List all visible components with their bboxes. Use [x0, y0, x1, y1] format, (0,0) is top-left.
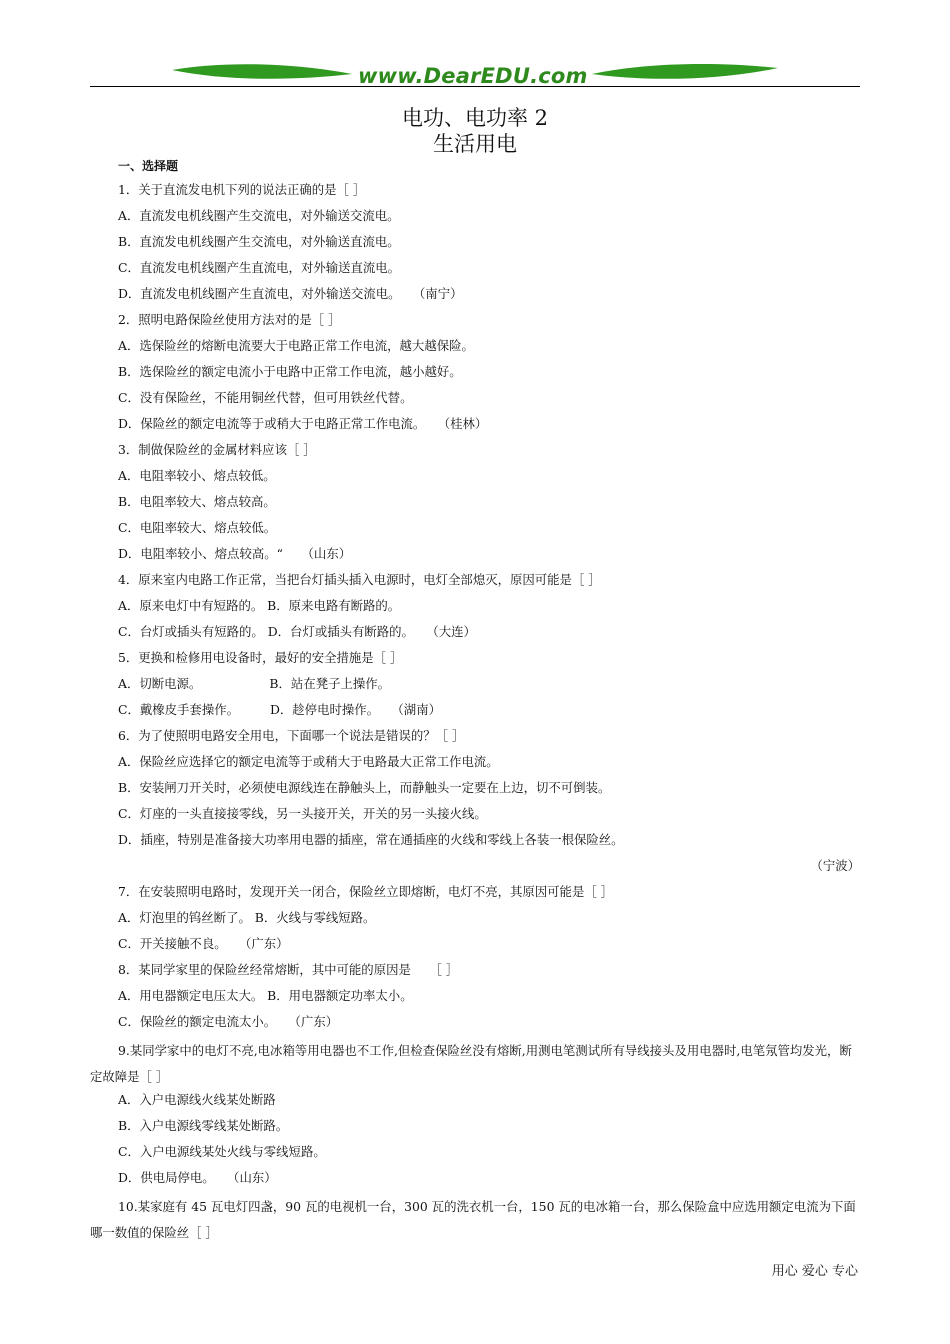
text-line: 1．关于直流发电机下列的说法正确的是［ ］	[118, 182, 366, 197]
text-line: A．用电器额定电压太大。 B．用电器额定功率太小。	[118, 988, 413, 1003]
site-logo-text: www.DearEDU.com	[358, 64, 588, 88]
page-subtitle: 生活用电	[433, 132, 517, 156]
text-line: D．供电局停电。 （山东）	[118, 1170, 277, 1185]
text-line: A．保险丝应选择它的额定电流等于或稍大于电路最大正常工作电流。	[118, 754, 499, 769]
text-line: A．入户电源线火线某处断路	[118, 1092, 276, 1107]
text-line: C．没有保险丝，不能用铜丝代替，但可用铁丝代替。	[118, 390, 413, 405]
text-line: C．电阻率较大、熔点较低。	[118, 520, 277, 535]
question-list	[90, 180, 860, 1246]
text-line: B．直流发电机线圈产生交流电，对外输送直流电。	[118, 234, 400, 249]
text-line: 7．在安装照明电路时，发现开关一闭合，保险丝立即熔断，电灯不亮，其原因可能是［ ］	[118, 884, 614, 899]
page-footer: 用心 爱心 专心	[771, 1264, 858, 1279]
section-heading: 一、选择题	[118, 159, 179, 173]
text-line: 3．制做保险丝的金属材料应该［ ］	[118, 442, 316, 457]
source-note: （宁波）	[810, 858, 860, 873]
text-line: 5．更换和检修用电设备时，最好的安全措施是［ ］	[118, 650, 403, 665]
page-title: 电功、电功率 2	[401, 106, 549, 130]
text-line: A．电阻率较小、熔点较低。	[118, 468, 276, 483]
text-line: A．切断电源。 B．站在凳子上操作。	[118, 676, 391, 691]
text-line: C．直流发电机线圈产生直流电，对外输送直流电。	[118, 260, 401, 275]
text-line: D．直流发电机线圈产生直流电，对外输送交流电。 （南宁）	[118, 286, 463, 301]
text-line: 8．某同学家里的保险丝经常熔断，其中可能的原因是 ［ ］	[118, 962, 459, 977]
text-line: A．原来电灯中有短路的。 B．原来电路有断路的。	[118, 598, 401, 613]
text-line: D．保险丝的额定电流等于或稍大于电路正常工作电流。 （桂林）	[118, 416, 488, 431]
text-line: C．台灯或插头有短路的。 D．台灯或插头有断路的。 （大连）	[118, 624, 476, 639]
text-line: A．直流发电机线圈产生交流电，对外输送交流电。	[118, 208, 400, 223]
text-line: C．灯座的一头直接接零线，另一头接开关，开关的另一头接火线。	[118, 806, 487, 821]
text-line: B．安装闸刀开关时，必须使电源线连在静触头上，而静触头一定要在上边，切不可倒装。	[118, 780, 611, 795]
text-line: B．入户电源线零线某处断路。	[118, 1118, 289, 1133]
question-10: 10.某家庭有 45 瓦电灯四盏，90 瓦的电视机一台，300 瓦的洗衣机一台，150 瓦的电冰箱一台，那么保险盒中应选用额定电流为下面哪一数值的保险丝［ ］	[90, 1199, 856, 1240]
text-line: B．选保险丝的额定电流小于电路中正常工作电流，越小越好。	[118, 364, 462, 379]
text-line: 6．为了使照明电路安全用电，下面哪一个说法是错误的？［ ］	[118, 728, 465, 743]
text-line: D．电阻率较小、熔点较高。“ （山东）	[118, 546, 352, 561]
text-line: C．开关接触不良。 （广东）	[118, 936, 289, 951]
text-line: B．电阻率较大、熔点较高。	[118, 494, 276, 509]
text-line: 4．原来室内电路工作正常，当把台灯插头插入电源时，电灯全部熄灭，原因可能是［ ］	[118, 572, 601, 587]
text-line: C．戴橡皮手套操作。 D．趁停电时操作。 （湖南）	[118, 702, 441, 717]
text-line: C．保险丝的额定电流太小。 （广东）	[118, 1014, 339, 1029]
text-line: A．灯泡里的钨丝断了。 B．火线与零线短路。	[118, 910, 376, 925]
text-line: D．插座，特别是准备接大功率用电器的插座，常在通插座的火线和零线上各装一根保险丝。	[118, 832, 624, 847]
text-line: C．入户电源线某处火线与零线短路。	[118, 1144, 326, 1159]
text-line: 2．照明电路保险丝使用方法对的是［ ］	[118, 312, 341, 327]
text-line: A．选保险丝的熔断电流要大于电路正常工作电流，越大越保险。	[118, 338, 474, 353]
question-9: 9.某同学家中的电灯不亮,电冰箱等用电器也不工作,但检查保险丝没有熔断,用测电笔测试所有导线接头及用电器时,电笔氖管均发光，断定故障是［ ］	[90, 1043, 852, 1084]
header-rule	[90, 86, 860, 87]
